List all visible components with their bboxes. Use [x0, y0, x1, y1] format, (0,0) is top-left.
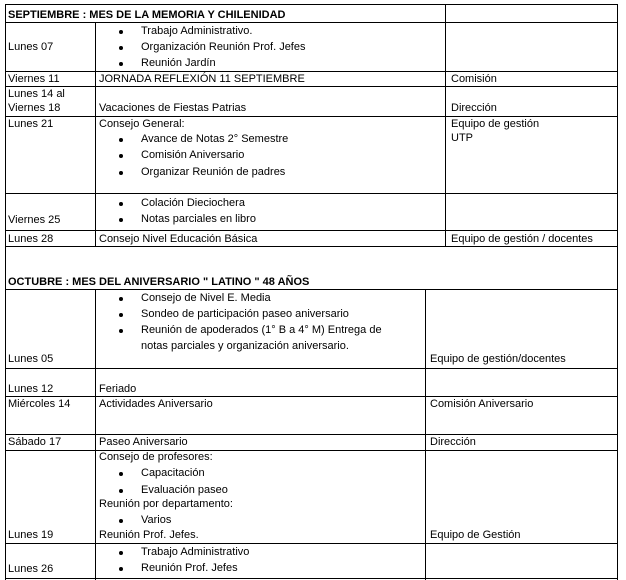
date-cell: Lunes 12 [8, 383, 54, 395]
activity-item: Varios [141, 514, 172, 526]
table-rule [5, 543, 618, 544]
activity-text: Reunión Prof. Jefes. [99, 529, 199, 541]
bullet [119, 567, 123, 571]
activity-item: Comisión Aniversario [141, 149, 245, 161]
bullet [119, 329, 123, 333]
responsible-cell: Comisión [451, 73, 497, 85]
bullet [119, 519, 123, 523]
activity-text: Reunión por departamento: [99, 498, 233, 510]
table-rule [95, 22, 96, 247]
section-title-september: SEPTIEMBRE : MES DE LA MEMORIA Y CHILENIDAD [8, 9, 286, 21]
date-cell: Lunes 05 [8, 353, 54, 365]
table-rule [5, 86, 618, 87]
table-rule [5, 4, 6, 247]
bullet [119, 46, 123, 50]
table-rule [617, 246, 618, 580]
bullet [119, 472, 123, 476]
activity-text: Actividades Aniversario [99, 398, 213, 410]
table-rule [5, 578, 618, 579]
table-rule [95, 289, 96, 580]
date-cell: Miércoles 14 [8, 398, 71, 410]
responsible-cell: Equipo de gestión / docentes [451, 233, 593, 245]
table-rule [5, 22, 618, 23]
activity-item: Reunión de apoderados (1° B a 4° M) Entrega de [141, 324, 382, 336]
table-rule [5, 116, 618, 117]
activity-item-continuation: notas parciales y organización aniversario. [141, 340, 349, 352]
table-rule [617, 4, 618, 247]
activity-text: Feriado [99, 383, 137, 395]
activity-text: Consejo de profesores: [99, 451, 213, 463]
activity-text: Consejo General: [99, 118, 185, 130]
activity-item: Capacitación [141, 467, 205, 479]
date-cell: Lunes 26 [8, 563, 54, 575]
activity-item: Colación Dieciochera [141, 197, 245, 209]
bullet [119, 313, 123, 317]
activity-item: Sondeo de participación paseo aniversario [141, 308, 349, 320]
date-cell: Lunes 28 [8, 233, 54, 245]
bullet [119, 297, 123, 301]
table-rule [5, 193, 618, 194]
table-rule [5, 4, 618, 5]
section-title-october: OCTUBRE : MES DEL ANIVERSARIO " LATINO " 48 AÑOS [8, 276, 310, 288]
table-rule [5, 396, 618, 397]
date-cell: Lunes 14 al [8, 88, 65, 100]
bullet [119, 138, 123, 142]
date-cell: Lunes 21 [8, 118, 54, 130]
date-cell: Lunes 07 [8, 41, 54, 53]
table-rule [5, 246, 618, 247]
bullet [119, 218, 123, 222]
table-rule [5, 289, 618, 290]
bullet [119, 30, 123, 34]
responsible-cell: Equipo de gestión/docentes [430, 353, 566, 365]
bullet [119, 551, 123, 555]
bullet [119, 154, 123, 158]
activity-item: Trabajo Administrativo. [141, 25, 253, 37]
activity-text: Consejo Nivel Educación Básica [99, 233, 258, 245]
activity-item: Evaluación paseo [141, 484, 228, 496]
activity-item: Organización Reunión Prof. Jefes [141, 41, 306, 53]
date-cell: Lunes 19 [8, 529, 54, 541]
activity-text: JORNADA REFLEXIÓN 11 SEPTIEMBRE [99, 73, 305, 85]
activity-item: Notas parciales en libro [141, 213, 256, 225]
table-rule [5, 230, 618, 231]
bullet [119, 202, 123, 206]
table-rule [445, 4, 446, 247]
table-rule [5, 450, 618, 451]
table-rule [5, 434, 618, 435]
responsible-cell: Equipo de Gestión [430, 529, 521, 541]
table-rule [5, 246, 6, 580]
date-cell: Viernes 11 [8, 73, 60, 85]
date-cell: Viernes 18 [8, 102, 61, 114]
responsible-cell: Dirección [451, 102, 497, 114]
responsible-cell: Dirección [430, 436, 476, 448]
table-rule [5, 71, 618, 72]
activity-text: Paseo Aniversario [99, 436, 188, 448]
date-cell: Sábado 17 [8, 436, 62, 448]
activity-text: Vacaciones de Fiestas Patrias [99, 102, 247, 114]
activity-item: Consejo de Nivel E. Media [141, 292, 271, 304]
date-cell: Viernes 25 [8, 214, 61, 226]
activity-item: Avance de Notas 2° Semestre [141, 133, 289, 145]
activity-item: Organizar Reunión de padres [141, 166, 286, 178]
responsible-cell: UTP [451, 132, 473, 144]
bullet [119, 62, 123, 66]
table-rule [425, 289, 426, 580]
responsible-cell: Comisión Aniversario [430, 398, 534, 410]
responsible-cell: Equipo de gestión [451, 118, 540, 130]
activity-item: Reunión Jardín [141, 57, 216, 69]
activity-item: Trabajo Administrativo [141, 546, 250, 558]
bullet [119, 489, 123, 493]
table-rule [5, 368, 618, 369]
bullet [119, 171, 123, 175]
activity-item: Reunión Prof. Jefes [141, 562, 238, 574]
